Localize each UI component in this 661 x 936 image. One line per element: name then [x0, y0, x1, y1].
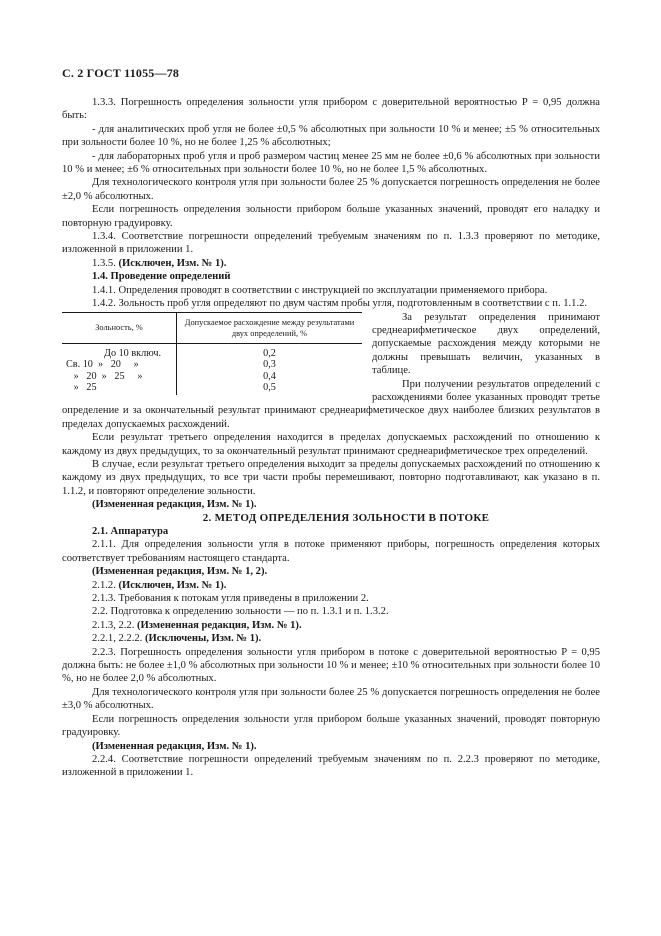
paragraph-laboratory: - для лабораторных проб угля и проб размером частиц менее 25 мм не более ±0,6 % абсолютных при зольности 10 % и менее; ±6 % относительных при зольности более 10 %, но не более 1,5 % абсолютных. — [62, 150, 600, 176]
paragraph-224: 2.2.4. Соответствие погрешности определений требуемым значениям по п. 2.2.3 проверяют по методике, изложенной в приложении 1. — [62, 753, 600, 779]
paragraph-213: 2.1.3. Требования к потокам угля приведены в приложении 2. — [92, 593, 369, 605]
table-cell-tolerance — [177, 343, 363, 395]
paragraph-result: За результат определения принимают среднеарифметическое двух определений, допускаемые расхождения между которыми не должны превышать величин, указанных в таблице. — [372, 311, 600, 377]
table-row — [62, 343, 362, 395]
section-2-title: 2. МЕТОД ОПРЕДЕЛЕНИЯ ЗОЛЬНОСТИ В ПОТОКЕ — [202, 511, 490, 524]
tolerance-table — [62, 312, 362, 395]
paragraph-142: 1.4.2. Зольность проб угля определяют по двум частям пробы угля, подготовленным в соответствии с п. 1.1.2. — [92, 298, 588, 310]
heading-21: 2.1. Аппаратура — [92, 526, 169, 537]
paragraph-calibration-stream: Если погрешность определения зольности угля прибором больше указанных значений, проводят повторную градуировку. — [62, 713, 600, 739]
item-number: 2.1.2. — [92, 579, 116, 591]
item-number: 2.2.1, 2.2.2. — [92, 633, 143, 645]
amendment-note: (Исключены, Изм. № 1). — [144, 633, 262, 645]
amendment-note: (Исключен, Изм. № 1). — [118, 257, 227, 269]
tolerance-value-1: 0,2 — [263, 347, 276, 359]
heading-14: 1.4. Проведение определений — [92, 271, 231, 283]
paragraph-212 — [62, 579, 600, 592]
tolerance-value-2: 0,3 — [263, 359, 276, 370]
paragraph-211: 2.1.1. Для определения зольности угля в потоке применяют приборы, погрешность определения которых соответствует требованиям настоящего стандарта. — [62, 539, 600, 564]
paragraph-technological: Для технологического контроля угля при зольности более 25 % допускается погрешность определения не более ±2,0 % абсолютных. — [62, 177, 600, 202]
table-cell-ash — [62, 343, 177, 395]
paragraph-134: 1.3.4. Соответствие погрешности определений требуемым значениям по п. 1.3.3 проверяют по методике, изложенной в приложении 1. — [62, 231, 600, 256]
amendment-note: (Измененная редакция, Изм. № 1, 2). — [92, 566, 268, 578]
document-body — [62, 96, 600, 780]
tolerance-value-3: 0,4 — [263, 370, 276, 382]
paragraph-calibration: Если погрешность определения зольности прибором больше указанных значений, проводят его наладку и повторную градуировку. — [62, 204, 600, 229]
tolerance-value-4: 0,5 — [263, 382, 276, 393]
amendment-note: (Измененная редакция, Изм. № 1). — [92, 740, 257, 752]
amendment-note: (Измененная редакция, Изм. № 1). — [137, 619, 302, 631]
table-header-tolerance: Допускаемое расхождение между результатами двух определений, % — [177, 312, 363, 343]
ash-range-4: » 25 — [66, 382, 97, 393]
item-number: 2.1.3, 2.2. — [92, 619, 135, 631]
ash-range-3: » 20 » 25 » — [66, 370, 143, 382]
ash-range-1: До 10 включ. — [104, 347, 162, 359]
page-header: С. 2 ГОСТ 11055—78 — [62, 66, 180, 80]
amendment-note: (Измененная редакция, Изм. № 1). — [92, 499, 257, 511]
paragraph-third-within: Если результат третьего определения находится в пределах допускаемых расхождений по отношению к каждому из двух предыдущих, то за окончательный результат принимают среднеарифметическое трех определений. — [62, 432, 600, 457]
paragraph-221-222 — [62, 632, 600, 645]
paragraph-213-22 — [62, 619, 600, 632]
paragraph-133: 1.3.3. Погрешность определения зольности угля прибором с доверительной вероятностью P = 0,95 должна быть: — [62, 97, 600, 122]
paragraph-technological-stream: Для технологического контроля угля при зольности более 25 % допускается погрешность определения не более ±3,0 % абсолютных. — [62, 686, 600, 712]
paragraph-22: 2.2. Подготовка к определению зольности — по п. 1.3.1 и п. 1.3.2. — [92, 606, 389, 618]
paragraph-third-outside: В случае, если результат третьего определения выходит за пределы допускаемых расхождений по отношению к каждому из двух предыдущих, то все три части пробы перемешивают, повторно подготавливают, как указано в п. 1.1.2, и повторяют определение зольности. — [62, 458, 600, 497]
paragraph-third-determination: При получении результатов определений с расхождениями более указанных проводят третье определение и за окончательный результат принимают среднеарифметическое двух наиболее близких результатов в пределах допускаемых расхождений. — [62, 378, 600, 430]
paragraph-analytical: - для аналитических проб угля не более ±0,5 % абсолютных при зольности 10 % и менее; ±5 % относительных при зольности более 10 %, но не более 1,25 % абсолютных; — [62, 123, 600, 149]
paragraph-135 — [62, 257, 600, 270]
table-header-ash: Зольность, % — [62, 312, 177, 343]
ash-range-2: Св. 10 » 20 » — [66, 359, 139, 370]
item-number: 1.3.5. — [92, 257, 116, 269]
paragraph-223: 2.2.3. Погрешность определения зольности угля прибором в потоке с доверительной вероятностью P = 0,95 должна быть: не более ±1,0 % абсолютных при зольности 10 % и менее; ±10 % относительных при зольности более 10 %, но не более 2,0 % абсолютных. — [62, 646, 600, 685]
paragraph-141: 1.4.1. Определения проводят в соответствии с инструкцией по эксплуатации применяемого прибора. — [92, 284, 548, 296]
amendment-note: (Исключен, Изм. № 1). — [118, 579, 227, 591]
